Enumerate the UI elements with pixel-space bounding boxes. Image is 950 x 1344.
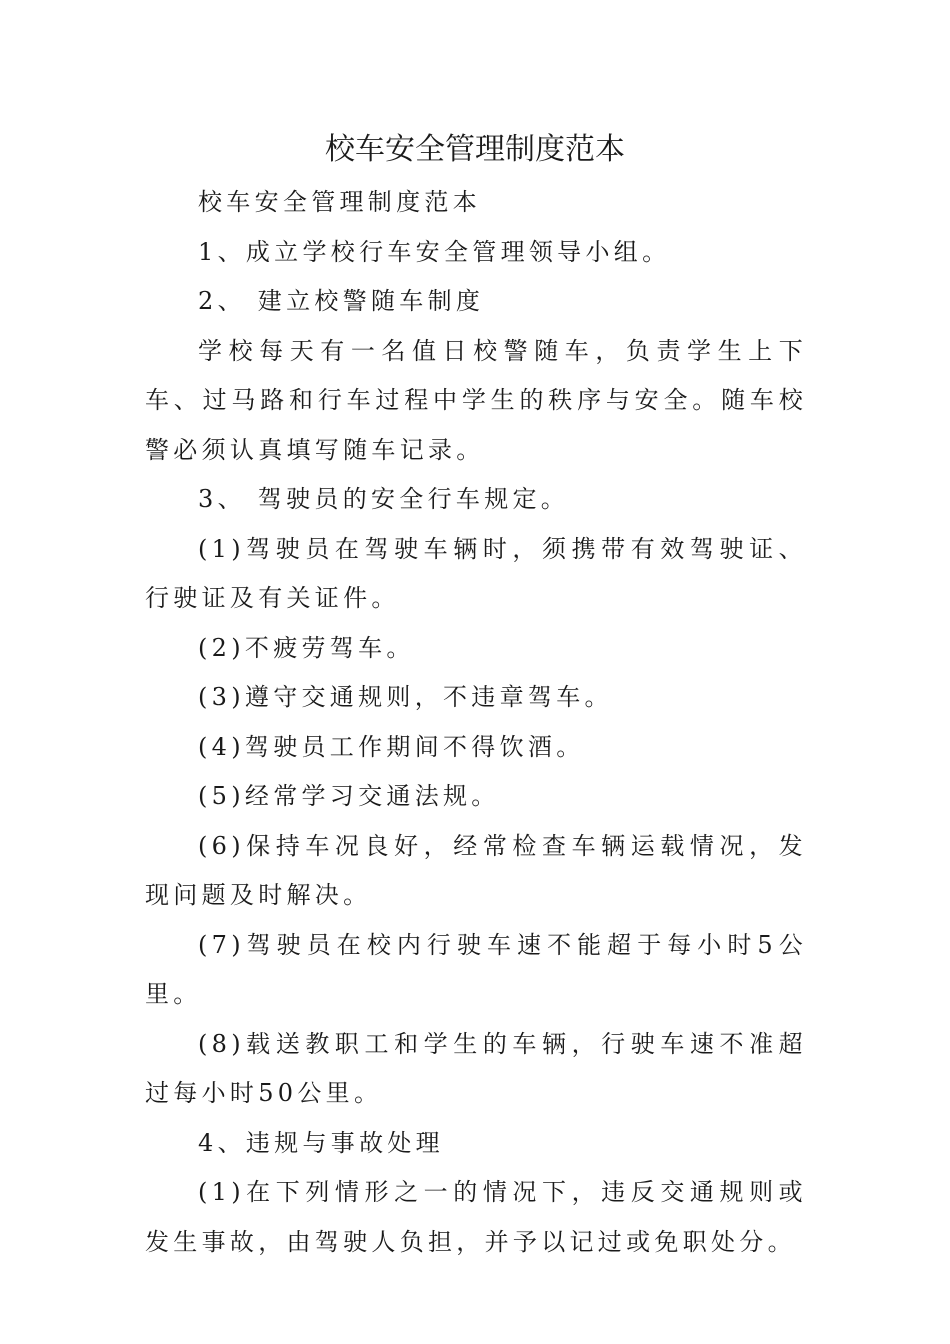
- paragraph-rule-2: (2)不疲劳驾车。: [198, 633, 415, 662]
- paragraph-rule-6: (6)保持车况良好，经常检查车辆运载情况，发现问题及时解决。: [145, 831, 807, 909]
- paragraph-item-4: 4、违规与事故处理: [198, 1128, 444, 1157]
- paragraph-rule-4: (4)驾驶员工作期间不得饮酒。: [198, 732, 585, 761]
- paragraph-rule-1: (1)驾驶员在驾驶车辆时，须携带有效驾驶证、行驶证及有关证件。: [145, 534, 807, 612]
- paragraph-item-2: 2、 建立校警随车制度: [198, 287, 485, 315]
- document-title: 校车安全管理制度范本: [325, 132, 625, 167]
- paragraph-escort-duty: 学校每天有一名值日校警随车，负责学生上下车、过马路和行车过程中学生的秩序与安全。随车校警必须认真填写随车记录。: [145, 336, 807, 464]
- paragraph-rule-7: (7)驾驶员在校内行驶车速不能超于每小时5公里。: [145, 930, 807, 1008]
- paragraph-violation-1: (1)在下列情形之一的情况下，违反交通规则或发生事故，由驾驶人负担，并予以记过或免职处分。: [145, 1178, 807, 1256]
- paragraph-rule-3: (3)遵守交通规则，不违章驾车。: [198, 683, 613, 711]
- paragraph-subtitle: 校车安全管理制度范本: [198, 188, 481, 216]
- document-body: [145, 178, 807, 1267]
- paragraph-rule-5: (5)经常学习交通法规。: [198, 782, 500, 810]
- paragraph-rule-8: (8)载送教职工和学生的车辆，行驶车速不准超过每小时50公里。: [145, 1029, 807, 1107]
- paragraph-item-1: 1、成立学校行车安全管理领导小组。: [198, 237, 671, 266]
- paragraph-item-3: 3、 驾驶员的安全行车规定。: [198, 485, 570, 513]
